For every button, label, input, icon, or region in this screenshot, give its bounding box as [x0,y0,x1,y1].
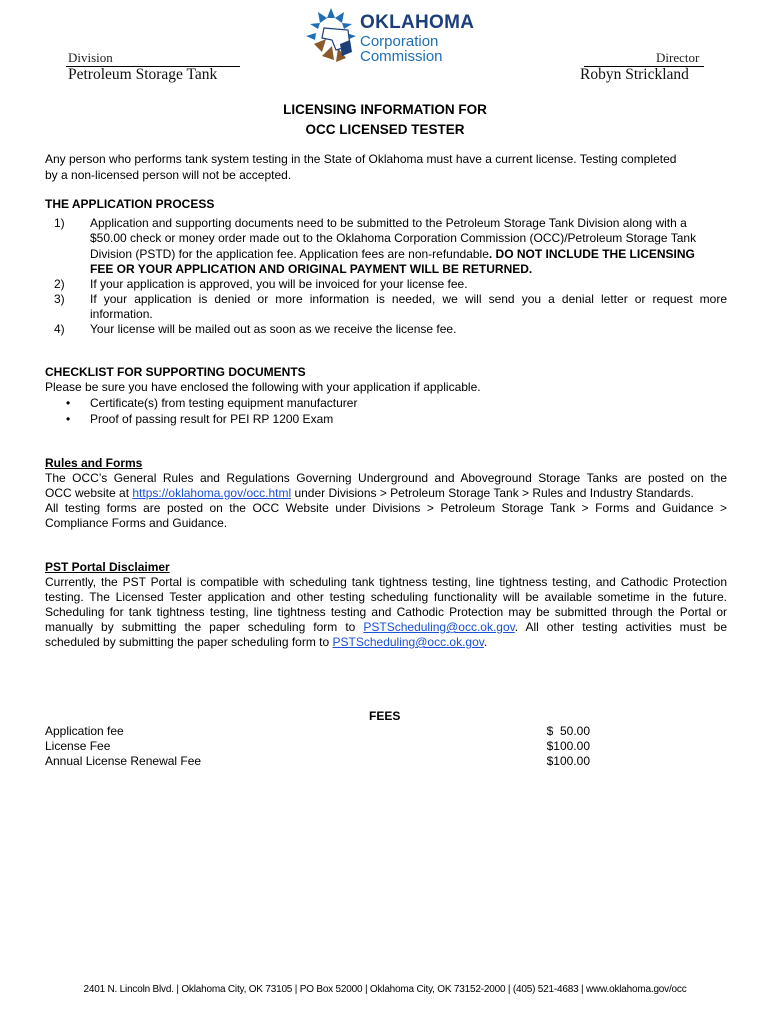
step-1-line-1: Application and supporting documents need to be submitted to the Petroleum Storage Tank Division along with a [90,216,687,230]
pst-scheduling-email-link[interactable]: PSTScheduling@occ.ok.gov [332,635,484,649]
logo-line-commission: Commission [360,48,443,65]
application-step-1 [54,216,727,278]
disclaimer-heading: PST Portal Disclaimer [45,560,170,574]
disclaimer-line-5-pre: scheduled by submitting the paper scheduling form to [45,635,333,649]
disclaimer-line-3: Scheduling for tank tightness testing, line tightness testing and Cathodic Protection may be submitted through the Portal or [45,605,727,619]
bullet-icon: • [66,412,71,426]
disclaimer-line-4 [45,620,727,635]
checklist-intro: Please be sure you have enclosed the following with your application if applicable. [45,380,481,394]
disclaimer-line-5 [45,635,727,650]
step-3-line-1: If your application is denied or more information is needed, we will send you a denial letter or request more [90,292,727,306]
disclaimer-line-2: testing. The Licensed Tester application and other testing scheduling functionality will be available sometime in the future. [45,590,727,604]
occ-website-link[interactable]: https://oklahoma.gov/occ.html [132,486,292,500]
footer-address: 2401 N. Lincoln Blvd. | Oklahoma City, OK 73105 | PO Box 52000 | Oklahoma City, OK 73152-2000 | (405) 521-4683 | www.oklahoma.gov/occ [83,984,687,995]
director-name: Robyn Strickland [580,66,689,83]
step-4-text: Your license will be mailed out as soon as we receive the license fee. [90,322,457,336]
step-1-line-2: $50.00 check or money order made out to the Oklahoma Corporation Commission (OCC)/Petroleum Storage Tank [90,231,697,246]
intro-line-1: Any person who performs tank system testing in the State of Oklahoma must have a current license. Testing completed [45,152,677,166]
division-label: Division [68,50,113,65]
step-1-line-3-bold: . DO NOT INCLUDE THE LICENSING [488,246,695,261]
fee-label: License Fee [45,739,111,753]
disclaimer-line-4-post: . All other testing activities must be [514,620,727,634]
checklist-heading: CHECKLIST FOR SUPPORTING DOCUMENTS [45,365,306,379]
rules-line-2 [45,486,727,501]
application-process-heading: THE APPLICATION PROCESS [45,197,215,211]
intro-line-2: by a non-licensed person will not be accepted. [45,168,292,182]
step-1-line-4: FEE OR YOUR APPLICATION AND ORIGINAL PAYMENT WILL BE RETURNED. [90,262,533,277]
application-step-3 [54,292,727,323]
pst-scheduling-email-link[interactable]: PSTScheduling@occ.ok.gov [363,620,515,634]
logo-line-corporation: Corporation [360,33,439,50]
occ-logo [300,4,475,68]
fee-label: Annual License Renewal Fee [45,754,202,768]
application-step-2 [54,277,727,292]
disclaimer-line-1: Currently, the PST Portal is compatible with scheduling tank tightness testing, line tightness testing, and Cathodic Protection [45,575,727,589]
bullet-icon: • [66,396,71,410]
rules-line-1: The OCC’s General Rules and Regulations Governing Underground and Aboveground Storage Tanks are posted on the [45,471,727,485]
fee-amount: $100.00 [546,754,590,768]
division-name: Petroleum Storage Tank [68,66,218,83]
rules-line-3: All testing forms are posted on the OCC Website under Divisions > Petroleum Storage Tank > Forms and Guidance > [45,501,727,515]
disclaimer-line-4-pre: manually by submitting the paper scheduling form to [45,620,364,634]
checklist-item [66,396,357,411]
application-step-4 [54,322,727,337]
rules-line-4: Compliance Forms and Guidance. [45,516,228,530]
logo-line-oklahoma: OKLAHOMA [360,12,475,33]
step-number: 2) [54,277,65,291]
fees-heading: FEES [369,709,401,723]
step-3-line-2: information. [90,307,153,322]
checklist-item-text: Proof of passing result for PEI RP 1200 Exam [90,412,334,426]
rules-line-2-post: under Divisions > Petroleum Storage Tank > Rules and Industry Standards. [291,486,694,500]
step-number: 1) [54,216,65,230]
step-2-text: If your application is approved, you will be invoiced for your license fee. [90,277,468,291]
disclaimer-line-5-post: . [483,635,488,649]
director-label: Director [656,50,700,65]
fee-amount: $ 50.00 [546,724,590,738]
checklist-item-text: Certificate(s) from testing equipment manufacturer [90,396,358,410]
step-number: 3) [54,292,65,306]
rules-line-2-pre: OCC website at [45,486,133,500]
page-title-line-2: OCC LICENSED TESTER [305,122,465,137]
oklahoma-star-logo-icon [302,6,360,68]
fee-label: Application fee [45,724,124,738]
checklist-item [66,412,333,427]
step-1-line-3-normal: Division (PSTD) for the application fee. Application fees are non-refundable [90,246,489,261]
step-number: 4) [54,322,65,336]
rules-heading: Rules and Forms [45,456,143,470]
page-title-line-1: LICENSING INFORMATION FOR [283,102,487,117]
fee-amount: $100.00 [546,739,590,753]
step-1-line-3 [90,247,727,262]
